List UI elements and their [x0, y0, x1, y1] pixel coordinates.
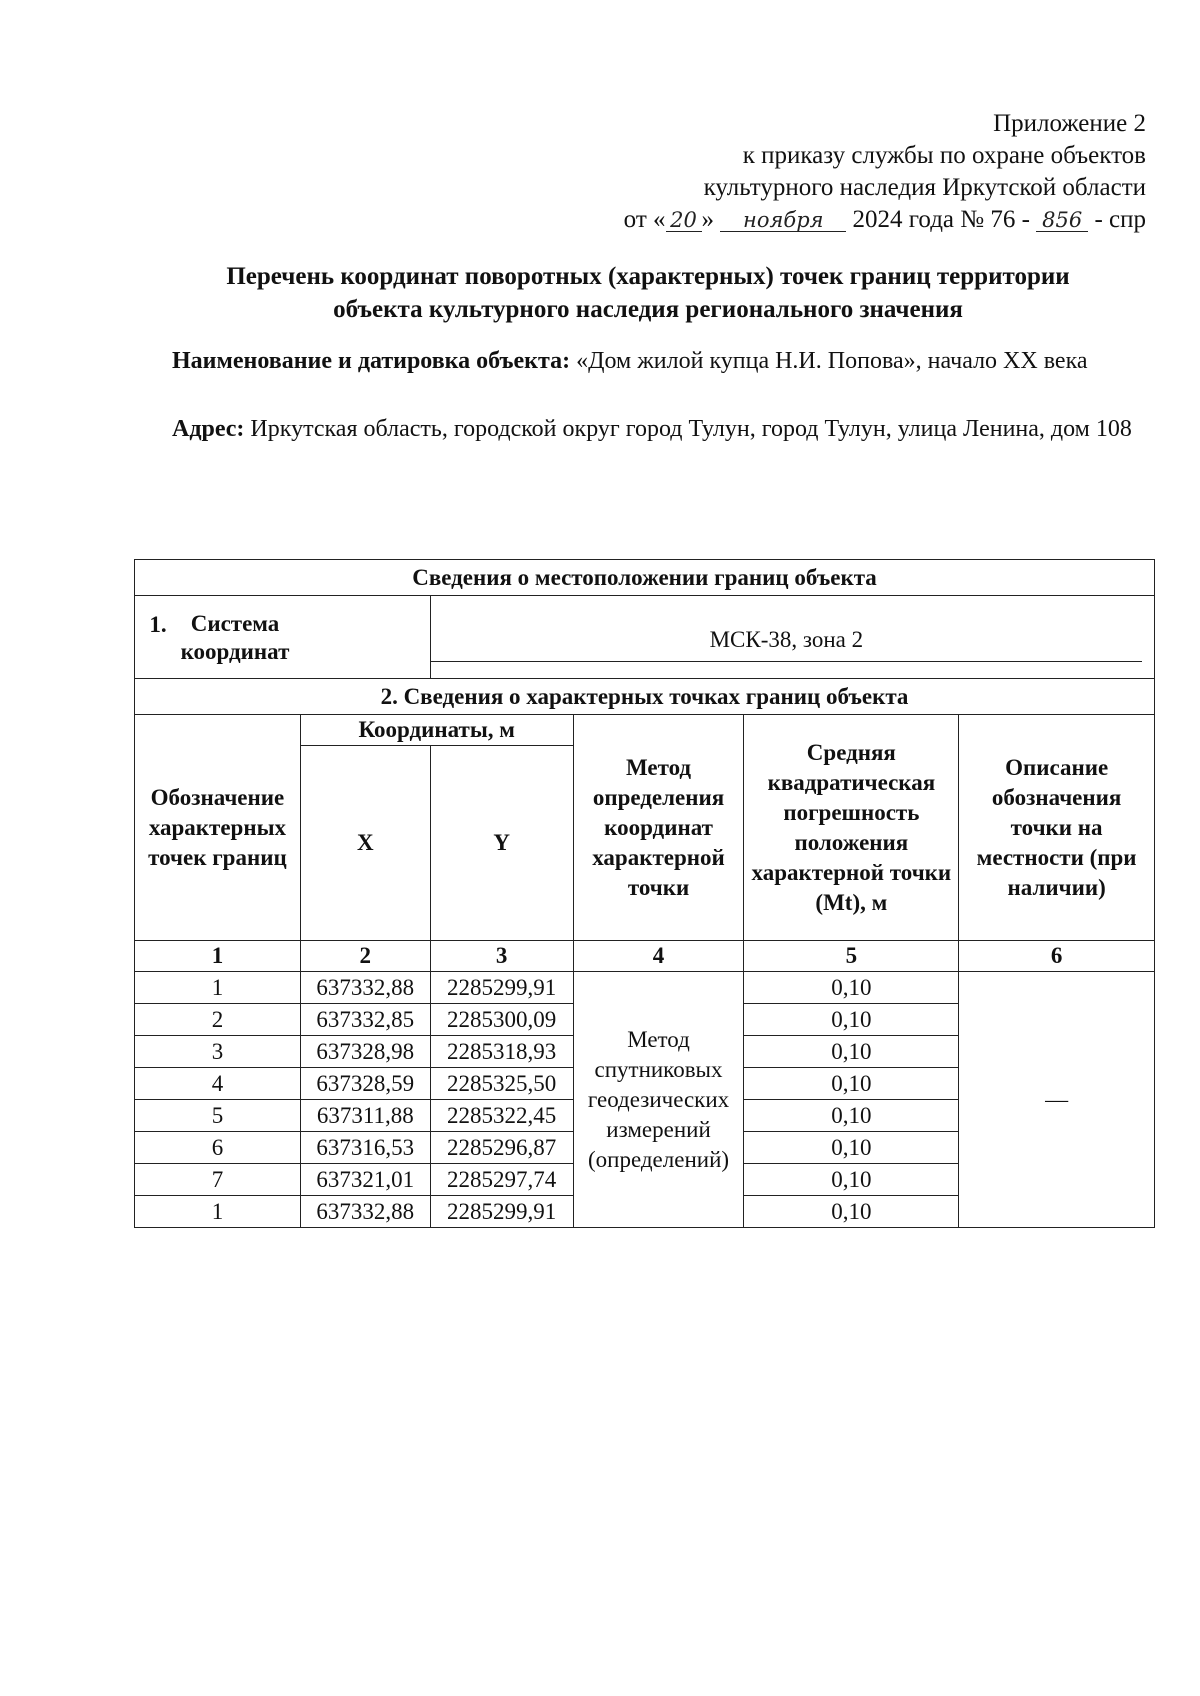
x-cell: 637321,01 — [300, 1164, 430, 1196]
y-cell: 2285296,87 — [430, 1132, 573, 1164]
point-cell: 4 — [135, 1068, 301, 1100]
object-name-label: Наименование и датировка объекта: — [172, 348, 571, 374]
y-cell: 2285300,09 — [430, 1004, 573, 1036]
x-cell: 637328,59 — [300, 1068, 430, 1100]
error-cell: 0,10 — [744, 1068, 959, 1100]
column-number: 1 — [135, 941, 301, 972]
section2-title: 2. Сведения о характерных точках границ объекта — [135, 679, 1155, 715]
point-cell: 5 — [135, 1100, 301, 1132]
point-cell: 6 — [135, 1132, 301, 1164]
object-address-value: Иркутская область, городской округ город Тулун, город Тулун, улица Ленина, дом 108 — [250, 416, 1132, 442]
section1-title: Сведения о местоположении границ объекта — [135, 560, 1155, 596]
column-number: 5 — [744, 941, 959, 972]
date-day-handwritten: 20 — [666, 209, 702, 232]
x-cell: 637332,88 — [300, 972, 430, 1004]
error-cell: 0,10 — [744, 1036, 959, 1068]
col-method-header: Метод определения координат характерной точки — [573, 715, 744, 941]
y-cell: 2285322,45 — [430, 1100, 573, 1132]
column-number: 6 — [959, 941, 1155, 972]
column-header-row — [135, 715, 1155, 746]
col-x-header: X — [300, 746, 430, 941]
title-line-2: объекта культурного наследия регионального значения — [333, 296, 963, 323]
point-cell: 1 — [135, 1196, 301, 1228]
x-cell: 637332,85 — [300, 1004, 430, 1036]
document-title — [150, 260, 1146, 326]
coordinate-system-value: МСК-38, зона 2 — [431, 625, 1142, 662]
column-number-row — [135, 941, 1155, 972]
col-point-header: Обозначение характерных точек границ — [135, 715, 301, 941]
object-name-value: «Дом жилой купца Н.И. Попова», начало XX века — [576, 348, 1088, 374]
description-cell: — — [959, 972, 1155, 1228]
date-prefix: от « — [623, 206, 666, 233]
object-address-paragraph — [172, 414, 1144, 444]
x-cell: 637316,53 — [300, 1132, 430, 1164]
order-date-line — [624, 204, 1146, 236]
order-reference-line: к приказу службы по охране объектов — [742, 142, 1146, 169]
date-month-handwritten: ноября — [720, 209, 846, 232]
col-error-header: Средняя квадратическая погрешность положения характерной точки (Mt), м — [744, 715, 959, 941]
section1-header-row — [135, 560, 1155, 596]
y-cell: 2285299,91 — [430, 972, 573, 1004]
column-number: 3 — [430, 941, 573, 972]
column-number: 4 — [573, 941, 744, 972]
point-cell: 3 — [135, 1036, 301, 1068]
error-cell: 0,10 — [744, 1004, 959, 1036]
y-cell: 2285318,93 — [430, 1036, 573, 1068]
x-cell: 637311,88 — [300, 1100, 430, 1132]
y-cell: 2285325,50 — [430, 1068, 573, 1100]
x-cell: 637332,88 — [300, 1196, 430, 1228]
error-cell: 0,10 — [744, 1132, 959, 1164]
object-address-label: Адрес: — [172, 416, 245, 442]
coordinate-system-label-cell — [135, 596, 431, 679]
point-cell: 2 — [135, 1004, 301, 1036]
method-cell: Метод спутниковых геодезических измерений (определений) — [573, 972, 744, 1228]
col-description-header: Описание обозначения точки на местности (при наличии) — [959, 715, 1155, 941]
y-cell: 2285297,74 — [430, 1164, 573, 1196]
error-cell: 0,10 — [744, 1196, 959, 1228]
error-cell: 0,10 — [744, 972, 959, 1004]
point-cell: 1 — [135, 972, 301, 1004]
error-cell: 0,10 — [744, 1100, 959, 1132]
title-line-1: Перечень координат поворотных (характерных) точек границ территории — [226, 263, 1070, 290]
date-year-text: 2024 года № 76 - — [852, 206, 1030, 233]
col-coords-header: Координаты, м — [300, 715, 573, 746]
order-suffix: - спр — [1094, 206, 1146, 233]
section2-header-row — [135, 679, 1155, 715]
coordinate-system-number: 1. — [149, 612, 167, 637]
x-cell: 637328,98 — [300, 1036, 430, 1068]
issuer-line: культурного наследия Иркутской области — [703, 174, 1146, 201]
col-y-header: Y — [430, 746, 573, 941]
coordinate-system-label: Система координат — [180, 611, 290, 664]
error-cell: 0,10 — [744, 1164, 959, 1196]
column-number: 2 — [300, 941, 430, 972]
y-cell: 2285299,91 — [430, 1196, 573, 1228]
coordinate-system-row — [135, 596, 1155, 679]
document-header — [624, 108, 1146, 236]
object-name-paragraph — [172, 346, 1144, 376]
coordinate-system-value-cell — [430, 596, 1154, 679]
date-mid: » — [701, 206, 715, 233]
appendix-label: Приложение 2 — [993, 110, 1146, 137]
order-number-handwritten: 856 — [1036, 209, 1088, 232]
table-row — [135, 972, 1155, 1004]
coordinates-table — [134, 559, 1155, 1228]
point-cell: 7 — [135, 1164, 301, 1196]
